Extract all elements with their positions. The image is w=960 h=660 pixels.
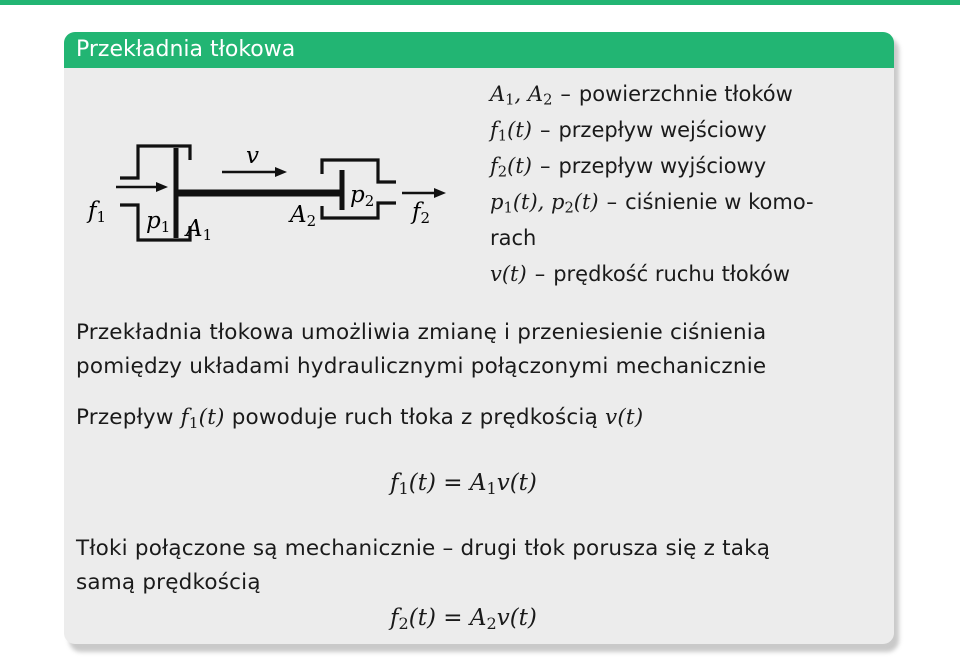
label-f2: f2 — [412, 199, 431, 227]
legend-desc: rach — [490, 226, 537, 250]
legend-item — [490, 112, 870, 148]
legend-symbol: v(t) — [490, 262, 527, 286]
label-v: v — [246, 143, 259, 169]
legend-desc: przepływ wyjściowy — [558, 154, 767, 178]
legend-dash: – — [539, 118, 551, 142]
text-span: powoduje ruch tłoka z prędkością — [231, 405, 598, 430]
legend-item — [490, 148, 870, 184]
legend-item — [490, 256, 870, 292]
symbol-legend — [490, 76, 870, 292]
label-A2: A2 — [290, 202, 317, 230]
legend-dash: – — [534, 262, 546, 286]
legend-dash: – — [539, 154, 551, 178]
text-span: Przepływ — [76, 405, 174, 430]
left-chamber-top — [120, 146, 190, 178]
legend-desc: ciśnienie w komo- — [625, 190, 814, 214]
legend-item — [490, 184, 870, 220]
label-A1: A1 — [186, 216, 213, 244]
legend-symbol: $A_1$, $A_2$ — [490, 82, 553, 109]
legend-dash: – — [560, 82, 571, 106]
equation-1: $f_1(t) = A_1v(t)$ — [390, 470, 537, 499]
text-line: Przekładnia tłokowa umożliwia zmianę i przeniesienie ciśnienia — [76, 320, 767, 345]
inline-math-f1t: $f_1(t)$ — [180, 405, 225, 432]
legend-dash: – — [606, 190, 618, 214]
legend-desc: prędkość ruchu tłoków — [553, 262, 791, 286]
top-accent-bar — [0, 0, 960, 5]
legend-desc: przepływ wejściowy — [558, 118, 767, 142]
legend-symbol: $f_2(t)$ — [490, 154, 532, 181]
text-line: pomiędzy układami hydraulicznymi połączonymi mechanicznie — [76, 354, 767, 379]
text-line: Tłoki połączone są mechanicznie – drugi tłok porusza się z taką — [76, 536, 771, 561]
piston-diagram — [80, 130, 470, 280]
equation-2: $f_2(t) = A_2v(t)$ — [390, 605, 537, 634]
inline-math-vt: v(t) — [605, 405, 644, 430]
legend-item — [490, 76, 870, 112]
legend-symbol: $f_1(t)$ — [490, 118, 532, 145]
right-chamber-top — [322, 160, 396, 182]
label-p2: p2 — [350, 182, 375, 210]
text-line: samą prędkością — [76, 570, 261, 595]
label-f1: f1 — [88, 198, 107, 226]
block-title: Przekładnia tłokowa — [64, 32, 894, 68]
legend-desc: powierzchnie tłoków — [578, 82, 793, 106]
paragraph-2 — [76, 401, 643, 435]
paragraph-1 — [76, 316, 766, 384]
paragraph-3 — [76, 532, 770, 600]
legend-symbol: $p_1(t)$, $p_2(t)$ — [490, 190, 599, 217]
label-p1: p1 — [146, 208, 171, 236]
legend-item-continuation — [490, 220, 870, 256]
